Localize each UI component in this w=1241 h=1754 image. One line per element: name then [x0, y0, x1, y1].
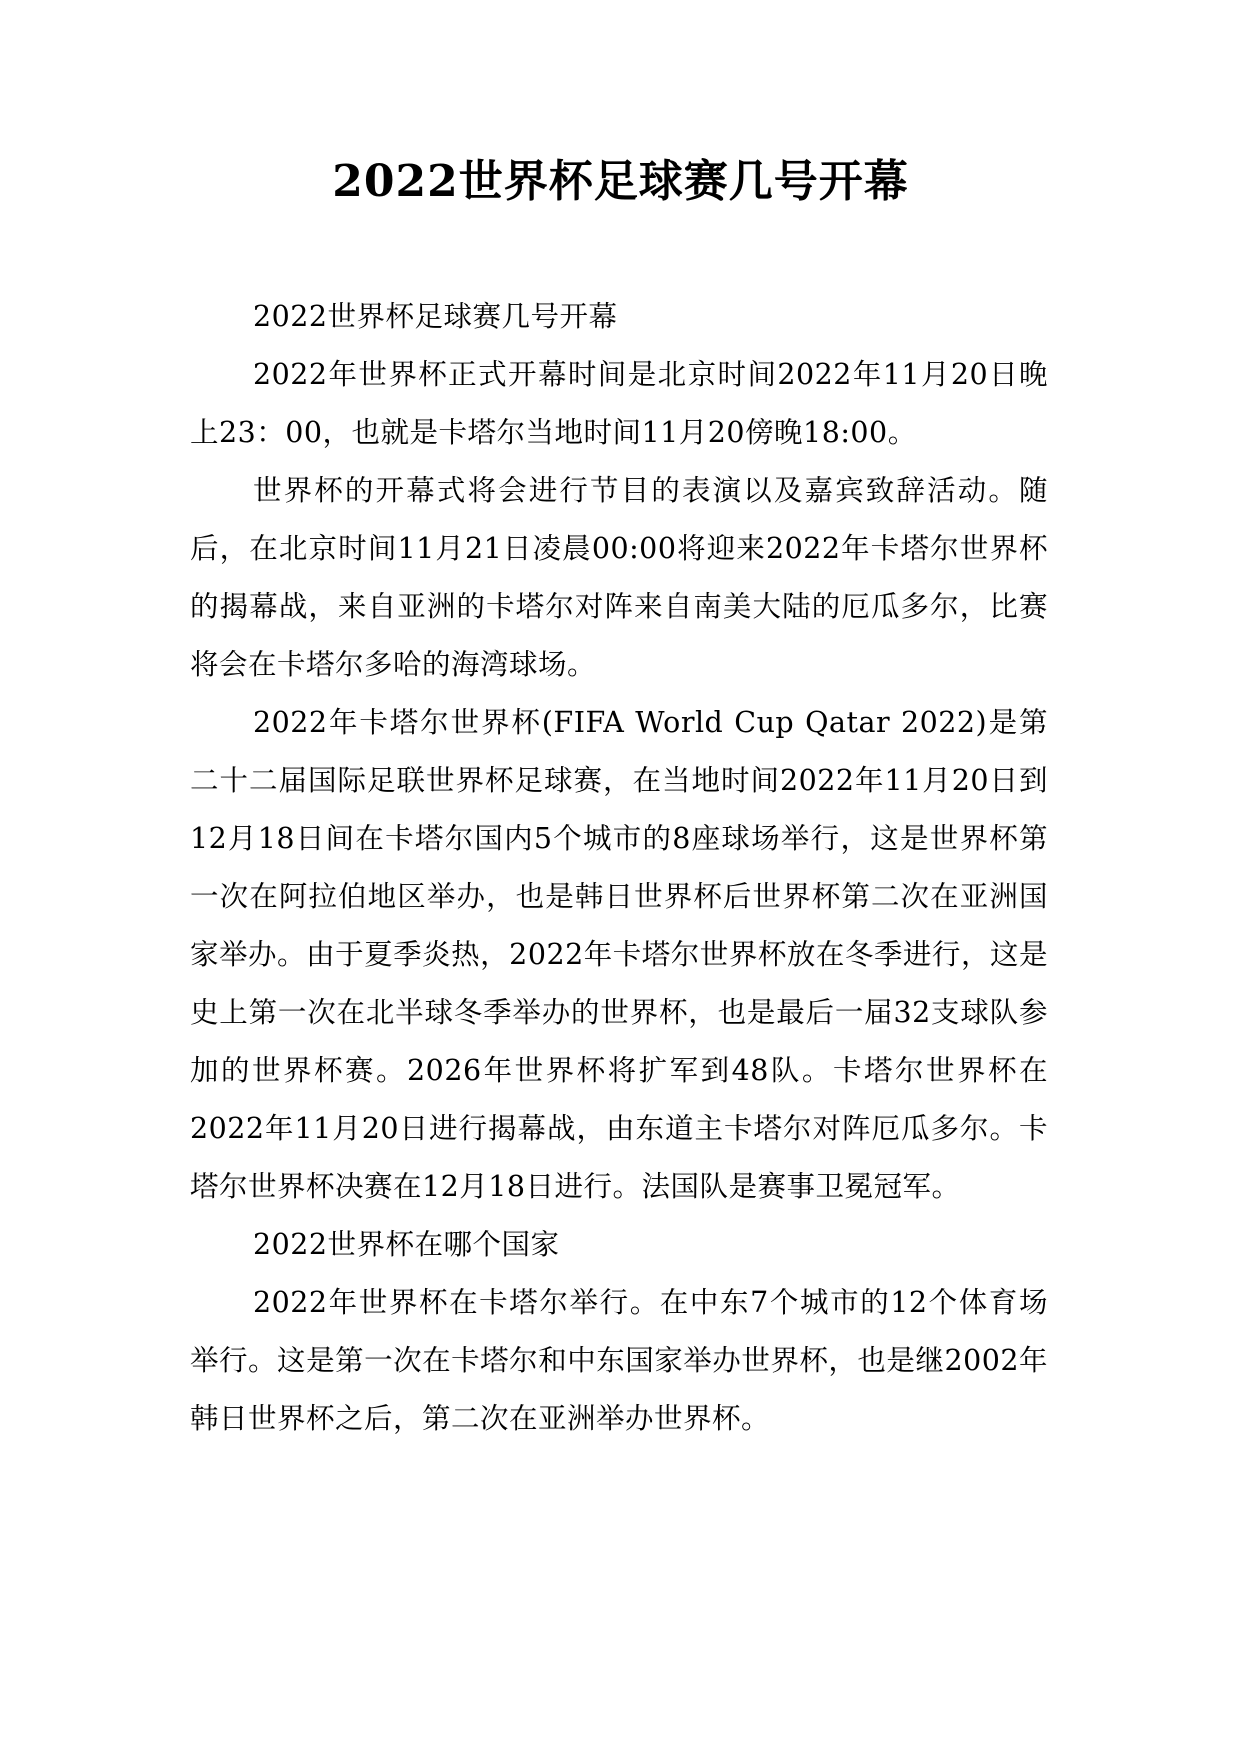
paragraph-opening-time: 2022年世界杯正式开幕时间是北京时间2022年11月20日晚上23：00，也就是卡塔尔当地时间11月20傍晚18:00。 — [190, 358, 1048, 449]
document-body — [190, 288, 1048, 1448]
paragraph-opening-ceremony: 世界杯的开幕式将会进行节目的表演以及嘉宾致辞活动。随后，在北京时间11月21日凌晨00:00将迎来2022年卡塔尔世界杯的揭幕战，来自亚洲的卡塔尔对阵来自南美大陆的厄瓜多尔，比赛将会在卡塔尔多哈的海湾球场。 — [190, 474, 1048, 681]
paragraph-heading-opening-date: 2022世界杯足球赛几号开幕 — [253, 300, 618, 333]
document-title: 2022世界杯足球赛几号开幕 — [332, 156, 909, 207]
paragraph-heading-host-country: 2022世界杯在哪个国家 — [253, 1228, 560, 1261]
paragraph-tournament-overview: 2022年卡塔尔世界杯(FIFA World Cup Qatar 2022)是第二十二届国际足联世界杯足球赛，在当地时间2022年11月20日到12月18日间在卡塔尔国内5个城市的8座球场举行，这是世界杯第一次在阿拉伯地区举办，也是韩日世界杯后世界杯第二次在亚洲国家举办。由于夏季炎热，2022年卡塔尔世界杯放在冬季进行，这是史上第一次在北半球冬季举办的世界杯，也是最后一届32支球队参加的世界杯赛。2026年世界杯将扩军到48队。卡塔尔世界杯在2022年11月20日进行揭幕战，由东道主卡塔尔对阵厄瓜多尔。卡塔尔世界杯决赛在12月18日进行。法国队是赛事卫冕冠军。 — [190, 706, 1048, 1203]
paragraph-host-country: 2022年世界杯在卡塔尔举行。在中东7个城市的12个体育场举行。这是第一次在卡塔尔和中东国家举办世界杯，也是继2002年韩日世界杯之后，第二次在亚洲举办世界杯。 — [190, 1286, 1048, 1435]
